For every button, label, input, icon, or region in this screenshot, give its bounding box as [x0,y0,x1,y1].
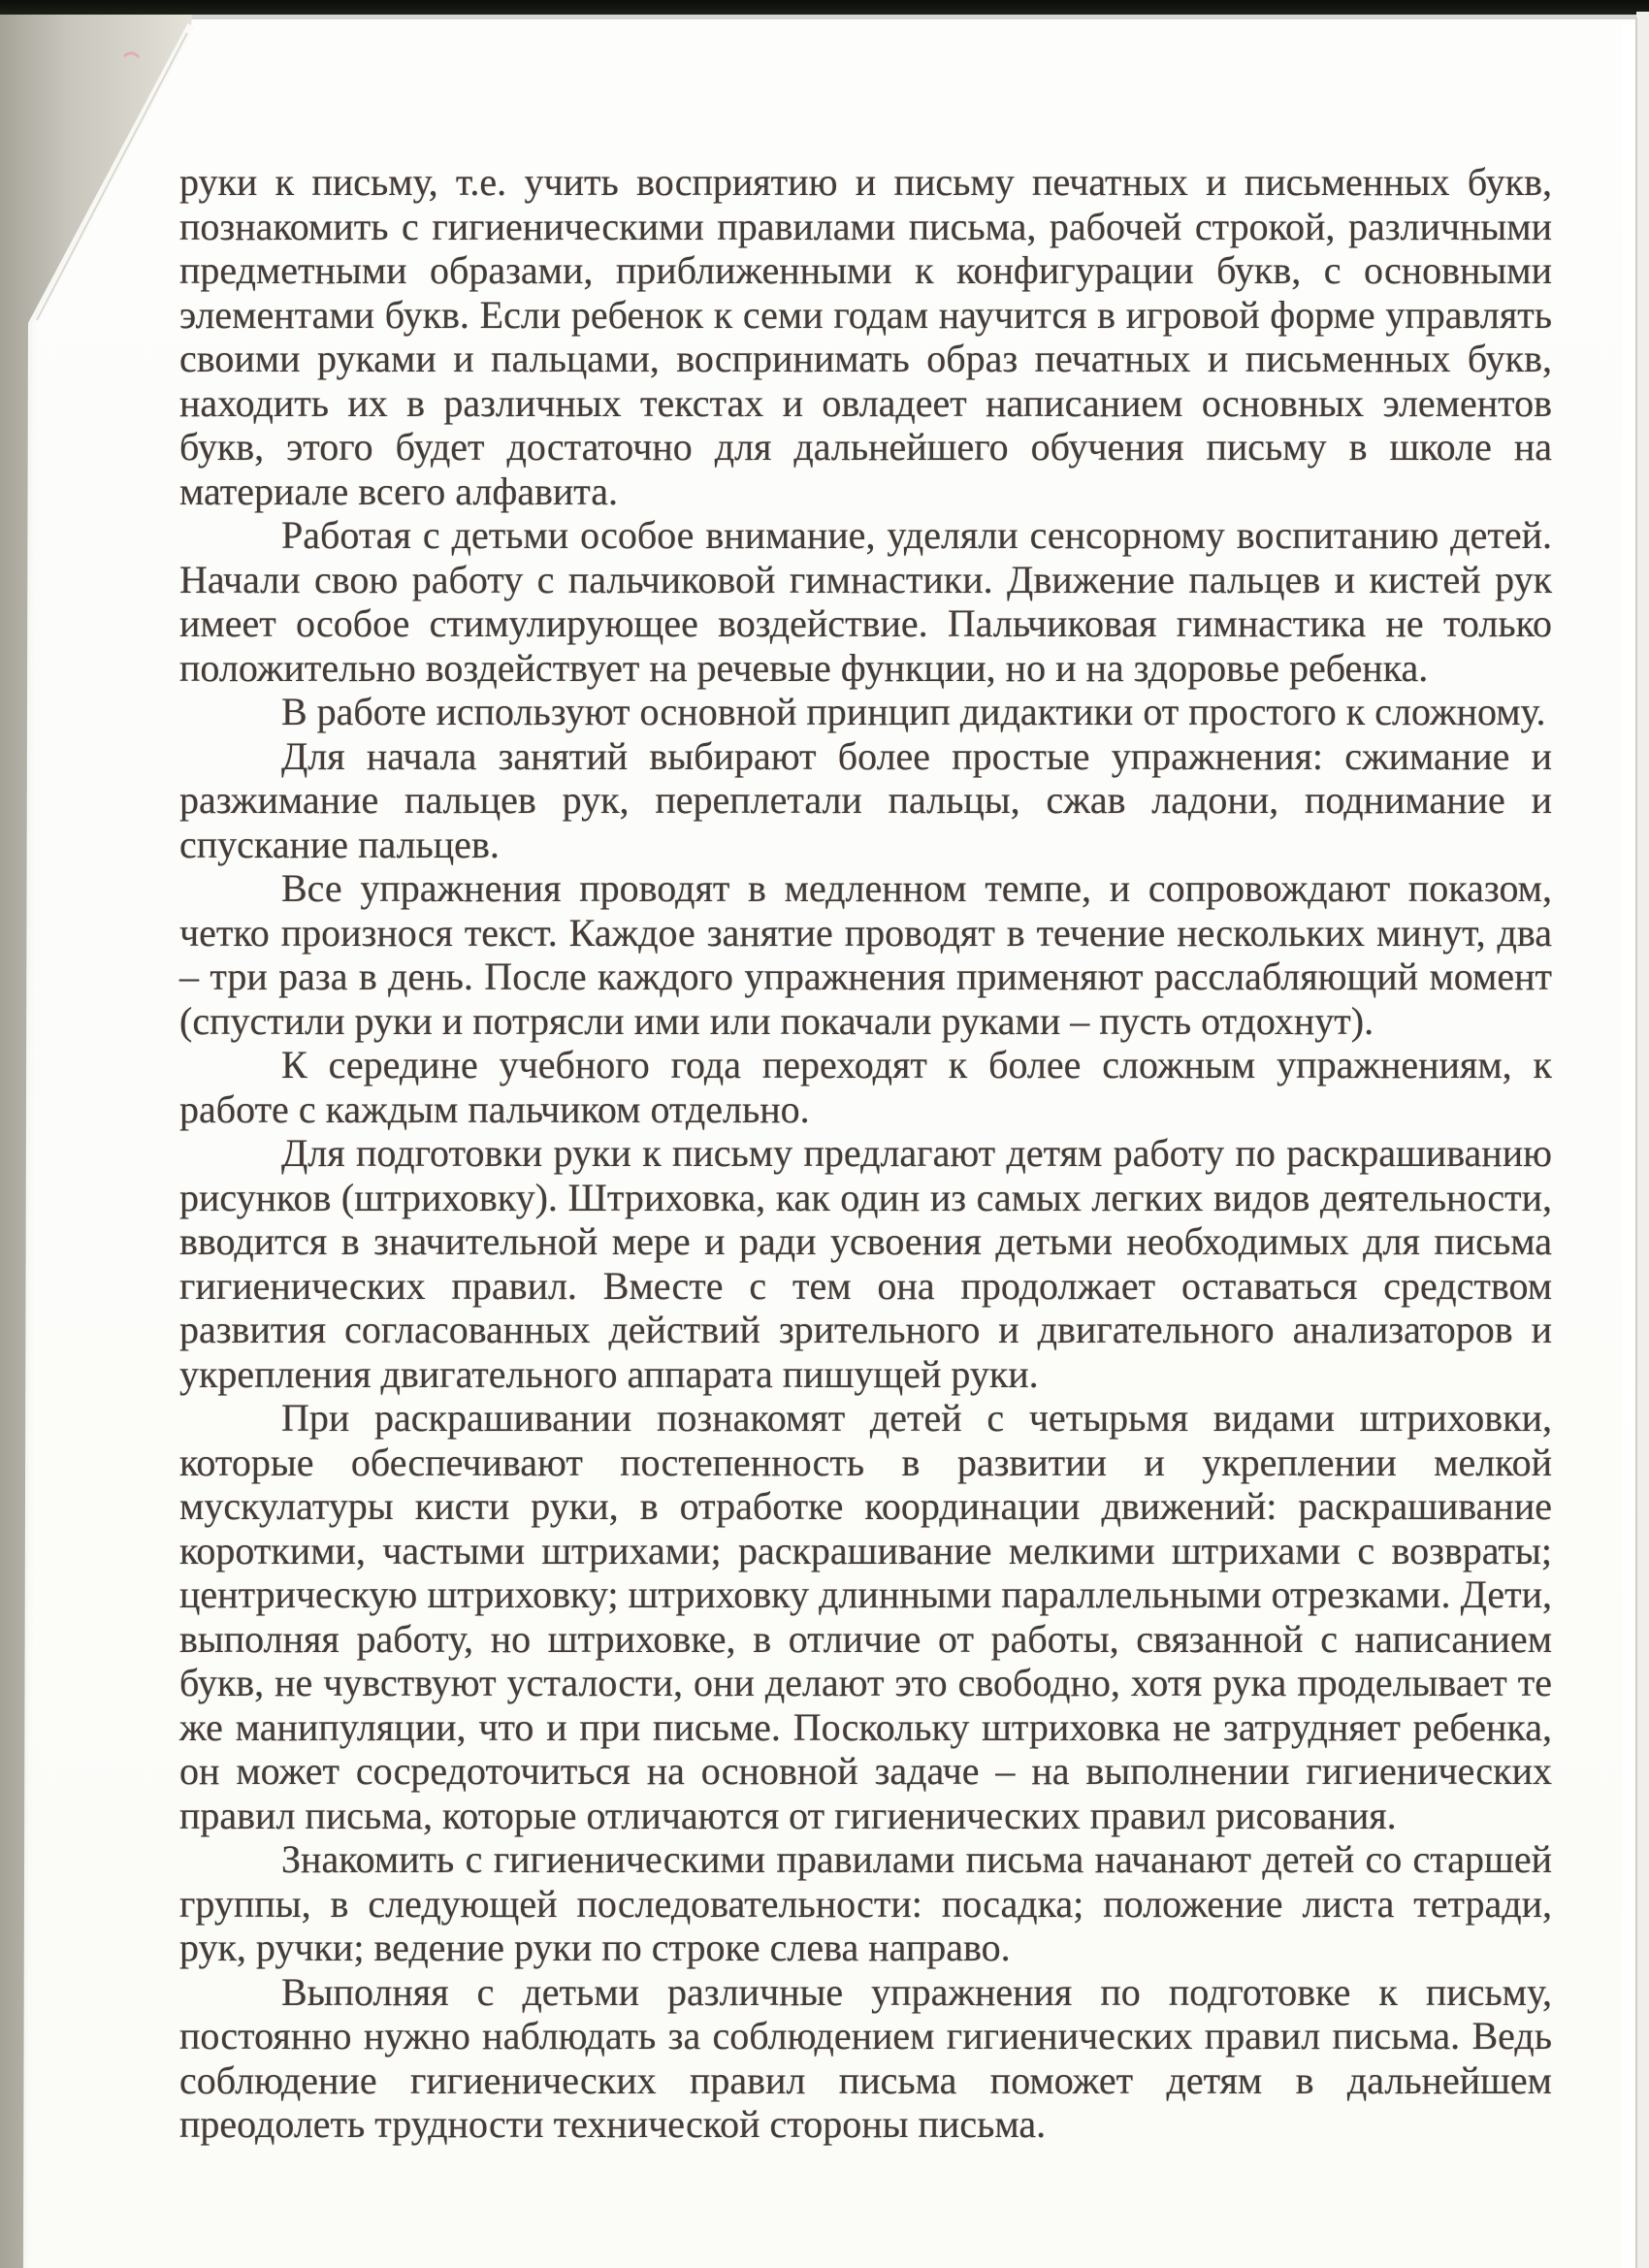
scanner-bezel-top [0,0,1649,15]
paragraph: В работе используют основной принцип дидактики от простого к сложному. [281,690,1546,733]
paper-right-highlight [1622,24,1636,2268]
paragraph: Все упражнения проводят в медленном темпе, и сопровождают показом, четко произнося текст. Каждое занятие проводят в течение нескольких минут, два – три раза в день. После каждого упражнения применяют расслабляющий момент (спустили руки и потрясли ими или покачали руками – пусть отдохнут). [179,866,1552,1043]
paragraph: К середине учебного года переходят к более сложным упражнениям, к работе с каждым пальчиком отдельно. [179,1043,1552,1131]
scanner-right-margin [1636,12,1649,2268]
paragraph: При раскрашивании познакомят детей с четырьмя видами штриховки, которые обеспечивают постепенность в развитии и укреплении мелкой мускулатуры кисти руки, в отработке координации движений: раскрашивание короткими, частыми штрихами; раскрашивание мелкими штрихами с возвраты; центрическую штриховку; штриховку длинными параллельными отрезками. Дети, выполняя работу, но штриховке, в отличие от работы, связанной с написанием букв, не чувствуют усталости, они делают это свободно, хотя рука проделывает те же манипуляции, что и при письме. Поскольку штриховка не затрудняет ребенка, он может сосредоточиться на основной задаче – на выполнении гигиенических правил письма, которые отличаются от гигиенических правил рисования. [179,1396,1552,1837]
paragraph: Работая с детьми особое внимание, уделяли сенсорному воспитанию детей. Начали свою работу с пальчиковой гимнастики. Движение пальцев и кистей рук имеет особое стимулирующее воздействие. Пальчиковая гимнастика не только положительно воздействует на речевые функции, но и на здоровье ребенка. [179,513,1552,690]
paper-corner-edge [27,25,191,2268]
paragraph: Для начала занятий выбирают более простые упражнения: сжимание и разжимание пальцев рук, переплетали пальцы, сжав ладони, поднимание и спускание пальцев. [179,733,1552,866]
paragraph: руки к письму, т.е. учить восприятию и письму печатных и письменных букв, познакомить с гигиеническими правилами письма, рабочей строкой, различными предметными образами, приближенными к конфигурации букв, с основными элементами букв. Если ребенок к семи годам научится в игровой форме управлять своими руками и пальцами, воспринимать образ печатных и письменных букв, находить их в различных текстах и овладеет написанием основных элементов букв, этого будет достаточно для дальнейшего обучения письму в школе на материале всего алфавита. [179,160,1552,513]
document-text [179,160,1552,2147]
scanner-bezel-shadow [0,15,1649,19]
paragraph: Выполняя с детьми различные упражнения по подготовке к письму, постоянно нужно наблюдать за соблюдением гигиенических правил письма. Ведь соблюдение гигиенических правил письма поможет детям в дальнейшем преодолеть трудности технической стороны письма. [179,1969,1552,2146]
paragraph: Знакомить с гигиеническими правилами письма начанают детей со старшей группы, в следующей последовательности: посадка; положение листа тетради, рук, ручки; ведение руки по строке слева направо. [179,1837,1552,1969]
paragraph: Для подготовки руки к письму предлагают детям работу по раскрашиванию рисунков (штриховку). Штриховка, как один из самых легких видов деятельности, вводится в значительной мере и ради усвоения детьми необходимых для письма гигиенических правил. Вместе с тем она продолжает оставаться средством развития согласованных действий зрительного и двигательного анализаторов и укрепления двигательного аппарата пишущей руки. [179,1131,1552,1396]
